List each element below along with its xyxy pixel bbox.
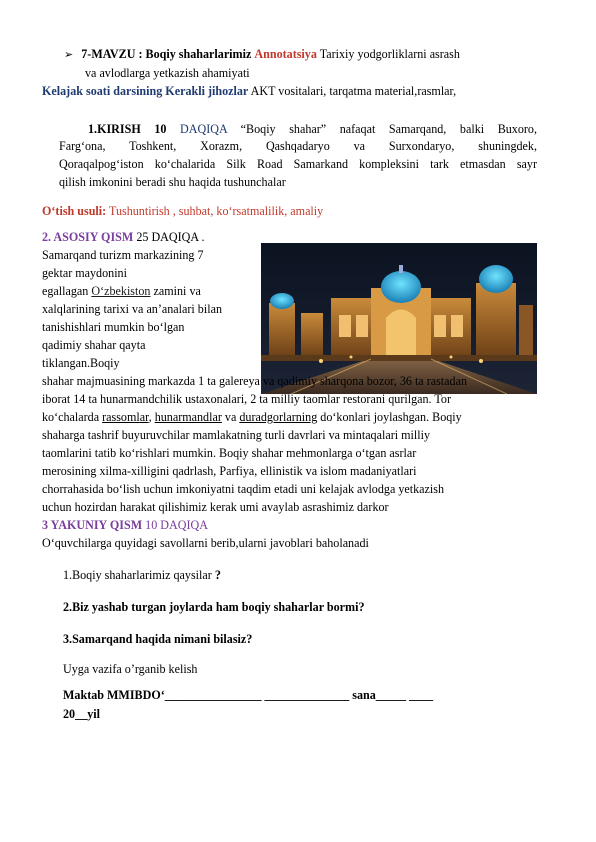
eternal-city-illustration xyxy=(261,243,537,394)
main-side-line: tanishishlari mumkin bo‘lgan xyxy=(42,320,185,334)
main-text-line: shaharga tashrif buyuruvchilar mamlakatning turli davrlari va mintaqalari milliy xyxy=(42,428,431,442)
main-heading xyxy=(42,230,205,245)
main-text-line: uchun hozirdan harakat qilishimiz kerak umi avaylab asrashimiz darkor xyxy=(42,500,389,514)
final-duration: 10 DAQIQA xyxy=(142,518,208,532)
final-heading xyxy=(42,518,208,533)
main-text: do‘konlari joylashgan. Boqiy xyxy=(317,410,462,424)
main-side-text-end: zamini va xyxy=(150,284,201,298)
method-label: O‘tish usuli: xyxy=(42,204,107,218)
hunarmandlar-link[interactable]: hunarmandlar xyxy=(154,410,222,424)
final-label: 3 YAKUNIY QISM xyxy=(42,518,143,532)
main-side-line: qadimiy shahar qayta xyxy=(42,338,146,352)
intro-text-1: “Boqiy shahar” nafaqat Samarqand, balki Buxoro, xyxy=(240,122,537,136)
topic-desc-line2: va avlodlarga yetkazish ahamiyati xyxy=(85,66,250,80)
main-side-text: egallagan xyxy=(42,284,92,298)
main-text: , xyxy=(148,410,155,424)
final-intro: O‘quvchilarga quyidagi savollarni berib,ularni javoblari baholanadi xyxy=(42,536,369,550)
topic-line xyxy=(64,47,460,62)
question-1 xyxy=(63,568,221,583)
intro-label: 1.KIRISH 10 xyxy=(88,122,167,136)
intro-line-4: qilish imkonini beradi shu haqida tushunchalar xyxy=(59,175,286,189)
main-side-line: Samarqand turizm markazining 7 xyxy=(42,248,204,262)
year-line: 20__yil xyxy=(63,707,100,721)
equipment-label: Kelajak soati darsining Kerakli jihozlar xyxy=(42,84,249,98)
method-line xyxy=(42,204,323,219)
main-text: va xyxy=(221,410,240,424)
samarkand-night-photo xyxy=(261,243,537,394)
topic-title: 7-MAVZU : Boqiy shaharlarimiz xyxy=(81,47,252,61)
main-text-line: taomlarini tatib ko‘rishlari mumkin. Boqiy shahar mehmonlarga o‘tgan asrlar xyxy=(42,446,417,460)
duradgorlar-link[interactable]: duradgorlarning xyxy=(239,410,318,424)
equipment-text: AKT vositalari, tarqatma material,rasmlar, xyxy=(248,84,457,98)
main-text-line: merosining xilma-xilligini qadrlash, Parfiya, ellinistik va islom madaniyatlari xyxy=(42,464,417,478)
annotation-label: Annotatsiya xyxy=(254,47,317,61)
main-text: ko‘chalarda xyxy=(42,410,103,424)
question-1-text: 1.Boqiy shaharlarimiz qaysilar xyxy=(63,568,215,582)
main-text-line: chorrahasida bo‘lish uchun imkoniyatni taqdim etadi uni kelajak avlodga yetkazish xyxy=(42,482,445,496)
main-side-line: gektar maydonini xyxy=(42,266,127,280)
main-label: 2. ASOSIY QISM xyxy=(42,230,134,244)
main-text-line xyxy=(42,410,462,425)
main-text-line: shahar majmuasining markazda 1 ta galereya va qadimiy sharqona bozor, 36 ta rastadan xyxy=(42,374,467,388)
question-2: 2.Biz yashab turgan joylarda ham boqiy shaharlar bormi? xyxy=(63,600,365,614)
uzbekistan-link[interactable]: O‘zbekiston xyxy=(91,284,151,298)
homework-line: Uyga vazifa o’rganib kelish xyxy=(63,662,198,676)
main-duration: 25 DAQIQA . xyxy=(133,230,205,244)
intro-line-2: Farg‘ona, Toshkent, Xorazm, Qashqadaryo va Surxondaryo, shuningdek, xyxy=(59,139,537,153)
topic-desc: Tarixiy yodgorliklarni asrash xyxy=(319,47,460,61)
method-text: Tushuntirish , suhbat, ko‘rsatmalilik, amaliy xyxy=(106,204,324,218)
equipment-line xyxy=(42,84,456,99)
main-side-line xyxy=(42,284,201,299)
main-side-line: tiklangan.Boqiy xyxy=(42,356,120,370)
question-3: 3.Samarqand haqida nimani bilasiz? xyxy=(63,632,253,646)
intro-line-1 xyxy=(88,122,537,137)
main-side-line: xalqlarining tarixi va an’analari bilan xyxy=(42,302,222,316)
signature-line: Maktab MMIBDO‘________________ ______________ sana_____ ____ xyxy=(63,688,434,702)
rassomlar-link[interactable]: rassomlar xyxy=(102,410,149,424)
intro-unit: DAQIQA xyxy=(166,122,228,136)
question-mark: ? xyxy=(214,568,221,582)
main-text-line: iborat 14 ta hunarmandchilik ustaxonalari, 2 ta milliy taomlar restorani qurilgan. Tor xyxy=(42,392,452,406)
intro-line-3: Qoraqalpog‘iston ko‘chalarida Silk Road Samarkand kompleksini tark etmasdan sayr xyxy=(59,157,537,171)
arrow-bullet-icon: ➢ xyxy=(64,48,74,61)
